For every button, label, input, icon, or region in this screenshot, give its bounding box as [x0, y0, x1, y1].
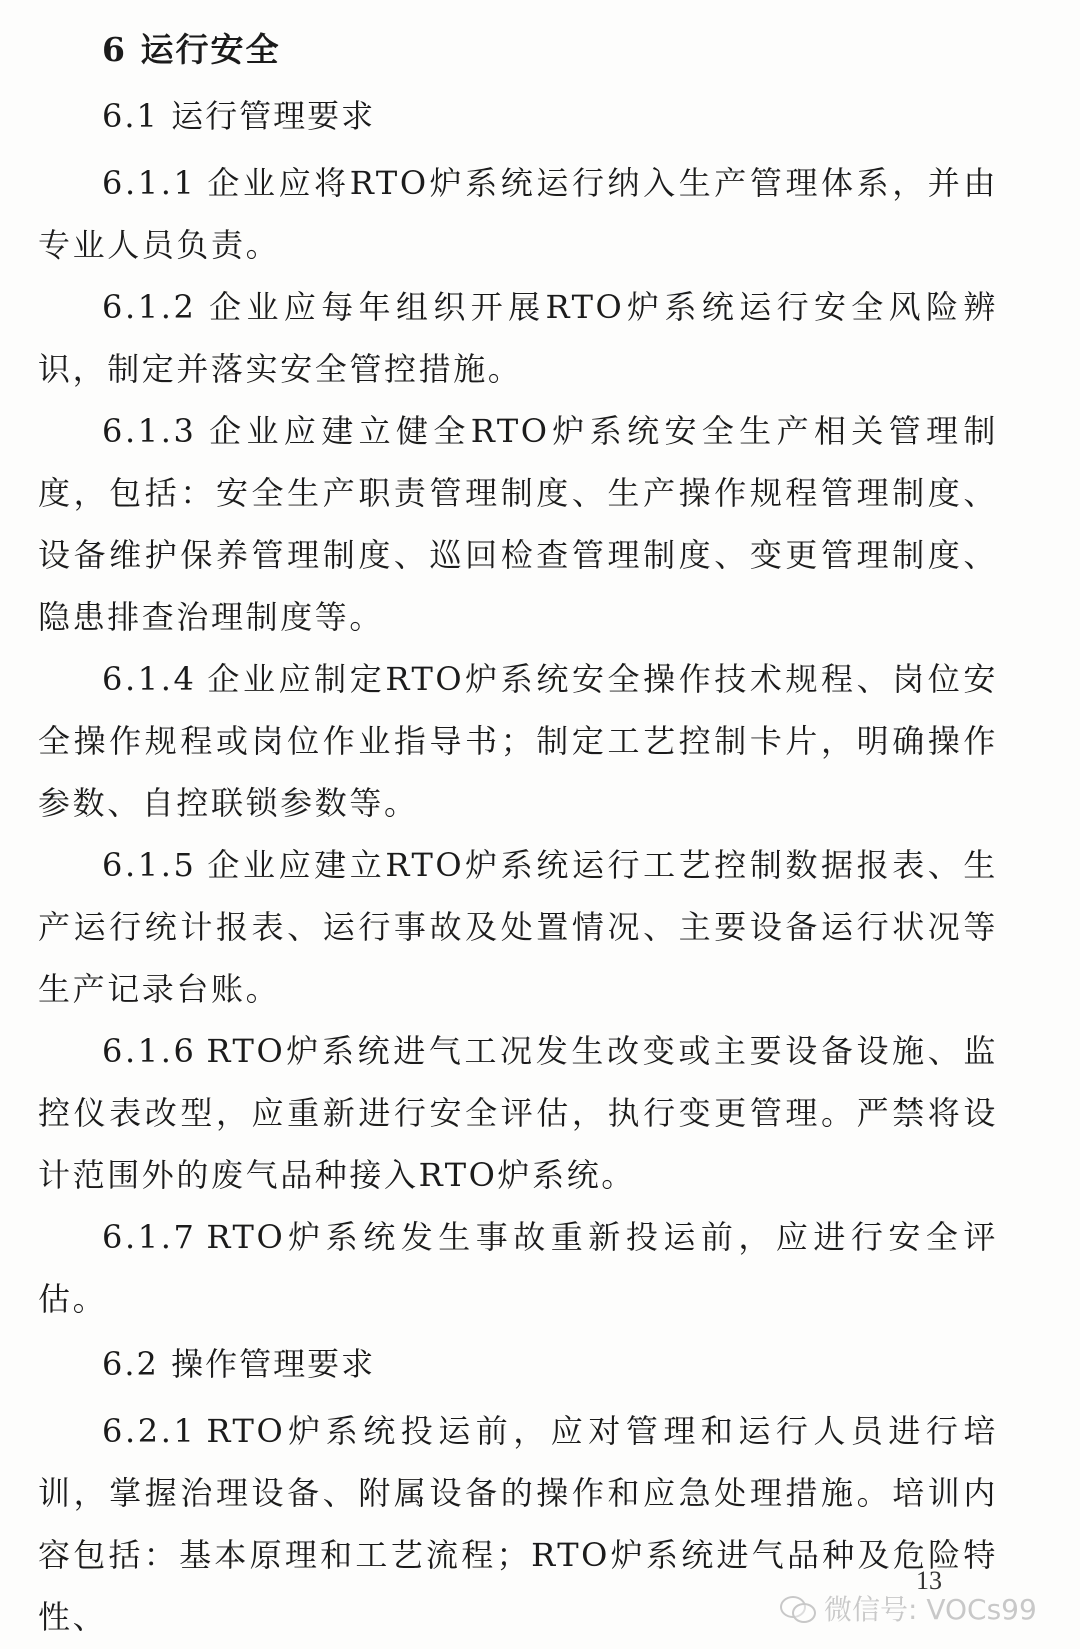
paragraph-6-1-1	[38, 152, 998, 276]
clause-text: RTO炉系统发生事故重新投运前，应进行安全评估。	[38, 1218, 998, 1318]
clause-text: 企业应每年组织开展RTO炉系统运行安全风险辨识，制定并落实安全管控措施。	[38, 288, 998, 388]
clause-text: 企业应建立健全RTO炉系统安全生产相关管理制度，包括：安全生产职责管理制度、生产操作规程管理制度、设备维护保养管理制度、巡回检查管理制度、变更管理制度、隐患排查治理制度等。	[38, 412, 998, 636]
section-heading-6: 6 运行安全	[102, 30, 281, 69]
page-number: 13	[916, 1566, 942, 1595]
watermark-text: 微信号: VOCs99	[824, 1593, 1037, 1626]
clause-text: RTO炉系统投运前，应对管理和运行人员进行培训，掌握治理设备、附属设备的操作和应急处理措施。培训内容包括：基本原理和工艺流程；RTO炉系统进气品种及危险特性、	[38, 1412, 998, 1636]
clause-number: 6.1.6	[102, 1032, 197, 1070]
clause-text: 企业应建立RTO炉系统运行工艺控制数据报表、生产运行统计报表、运行事故及处置情况、主要设备运行状况等生产记录台账。	[38, 846, 998, 1008]
subsection-heading-6-1: 6.1 运行管理要求	[102, 97, 376, 135]
clause-number: 6.1.1	[102, 164, 197, 202]
clause-number: 6.1.3	[102, 412, 197, 450]
clause-text: 企业应将RTO炉系统运行纳入生产管理体系，并由专业人员负责。	[38, 164, 998, 264]
clause-number: 6.1.7	[102, 1218, 197, 1256]
clause-number: 6.1.2	[102, 288, 197, 326]
clause-text: RTO炉系统进气工况发生改变或主要设备设施、监控仪表改型，应重新进行安全评估，执行变更管理。严禁将设计范围外的废气品种接入RTO炉系统。	[38, 1032, 998, 1194]
clause-text: 企业应制定RTO炉系统安全操作技术规程、岗位安全操作规程或岗位作业指导书；制定工艺控制卡片，明确操作参数、自控联锁参数等。	[38, 660, 998, 822]
clause-number: 6.1.4	[102, 660, 197, 698]
paragraph-6-1-6	[38, 1020, 998, 1206]
paragraph-6-1-2	[38, 276, 998, 400]
wechat-icon	[780, 1594, 816, 1622]
paragraph-6-1-3	[38, 400, 998, 648]
paragraph-6-1-4	[38, 648, 998, 834]
wechat-watermark	[780, 1588, 1037, 1628]
page-content	[38, 22, 998, 1648]
clause-number: 6.1.5	[102, 846, 197, 884]
paragraph-6-1-7	[38, 1206, 998, 1330]
paragraph-6-1-5	[38, 834, 998, 1020]
subsection-heading-6-2: 6.2 操作管理要求	[102, 1345, 376, 1383]
clause-number: 6.2.1	[102, 1412, 197, 1450]
